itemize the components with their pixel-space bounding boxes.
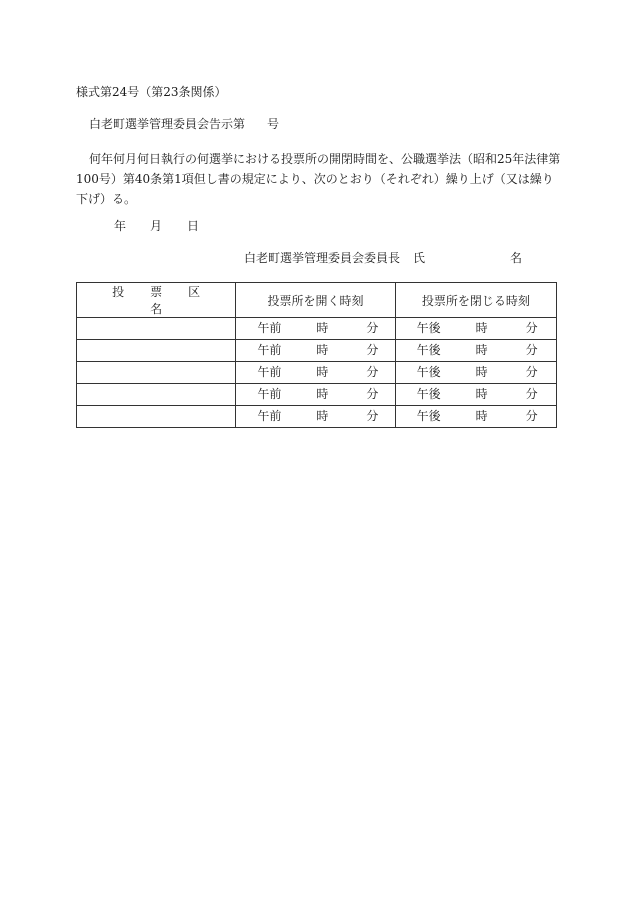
ampm-label: 午前 — [257, 365, 282, 379]
ampm-label: 午後 — [416, 343, 441, 357]
close-time-cell — [395, 340, 556, 362]
table-header-row — [77, 283, 557, 318]
hour-label: 時 — [316, 343, 329, 357]
date-year: 年 — [114, 219, 127, 233]
hour-label: 時 — [475, 409, 488, 423]
minute-label: 分 — [525, 321, 538, 335]
table-row — [77, 406, 557, 428]
minute-label: 分 — [525, 365, 538, 379]
minute-label: 分 — [366, 387, 379, 401]
ampm-label: 午前 — [257, 343, 282, 357]
minute-label: 分 — [366, 321, 379, 335]
minute-label: 分 — [525, 343, 538, 357]
table-row — [77, 362, 557, 384]
hour-label: 時 — [316, 321, 329, 335]
header-close: 投票所を閉じる時刻 — [395, 283, 556, 318]
open-time-cell — [236, 384, 395, 406]
district-cell — [77, 362, 236, 384]
close-time-cell — [395, 384, 556, 406]
hour-label: 時 — [316, 387, 329, 401]
ampm-label: 午前 — [257, 409, 282, 423]
district-cell — [77, 340, 236, 362]
table-row — [77, 340, 557, 362]
signature-shi: 氏 — [413, 251, 426, 265]
ampm-label: 午後 — [416, 387, 441, 401]
ampm-label: 午後 — [416, 321, 441, 335]
district-cell — [77, 406, 236, 428]
open-time-cell — [236, 406, 395, 428]
ampm-label: 午後 — [416, 409, 441, 423]
notice-number — [89, 117, 279, 132]
date-day: 日 — [187, 219, 200, 233]
hour-label: 時 — [475, 387, 488, 401]
hour-label: 時 — [475, 321, 488, 335]
notice-body: 何年何月何日執行の何選挙における投票所の開閉時間を、公職選挙法（昭和25年法律第100号）第40条第1項但し書の規定により、次のとおり（それぞれ）繰り上げ（又は繰り下げ）る。 — [76, 152, 561, 206]
header-open: 投票所を開く時刻 — [236, 283, 395, 318]
schedule-table — [76, 282, 557, 428]
signature-line — [244, 251, 522, 266]
ampm-label: 午前 — [257, 321, 282, 335]
close-time-cell — [395, 406, 556, 428]
hour-label: 時 — [316, 365, 329, 379]
minute-label: 分 — [525, 409, 538, 423]
header-district: 投票区名 — [77, 283, 236, 318]
form-number: 様式第24号（第23条関係） — [76, 85, 227, 99]
ampm-label: 午前 — [257, 387, 282, 401]
hour-label: 時 — [316, 409, 329, 423]
signature-mei: 名 — [510, 251, 523, 265]
date-line — [114, 219, 199, 234]
table-row — [77, 318, 557, 340]
open-time-cell — [236, 362, 395, 384]
minute-label: 分 — [525, 387, 538, 401]
close-time-cell — [395, 362, 556, 384]
open-time-cell — [236, 318, 395, 340]
minute-label: 分 — [366, 365, 379, 379]
hour-label: 時 — [475, 343, 488, 357]
signature-title: 白老町選挙管理委員会委員長 — [244, 251, 401, 265]
notice-number-prefix: 白老町選挙管理委員会告示第 — [89, 117, 246, 131]
notice-number-suffix: 号 — [267, 117, 280, 131]
close-time-cell — [395, 318, 556, 340]
date-month: 月 — [150, 219, 163, 233]
district-cell — [77, 318, 236, 340]
minute-label: 分 — [366, 343, 379, 357]
minute-label: 分 — [366, 409, 379, 423]
table-row — [77, 384, 557, 406]
open-time-cell — [236, 340, 395, 362]
hour-label: 時 — [475, 365, 488, 379]
district-cell — [77, 384, 236, 406]
ampm-label: 午後 — [416, 365, 441, 379]
